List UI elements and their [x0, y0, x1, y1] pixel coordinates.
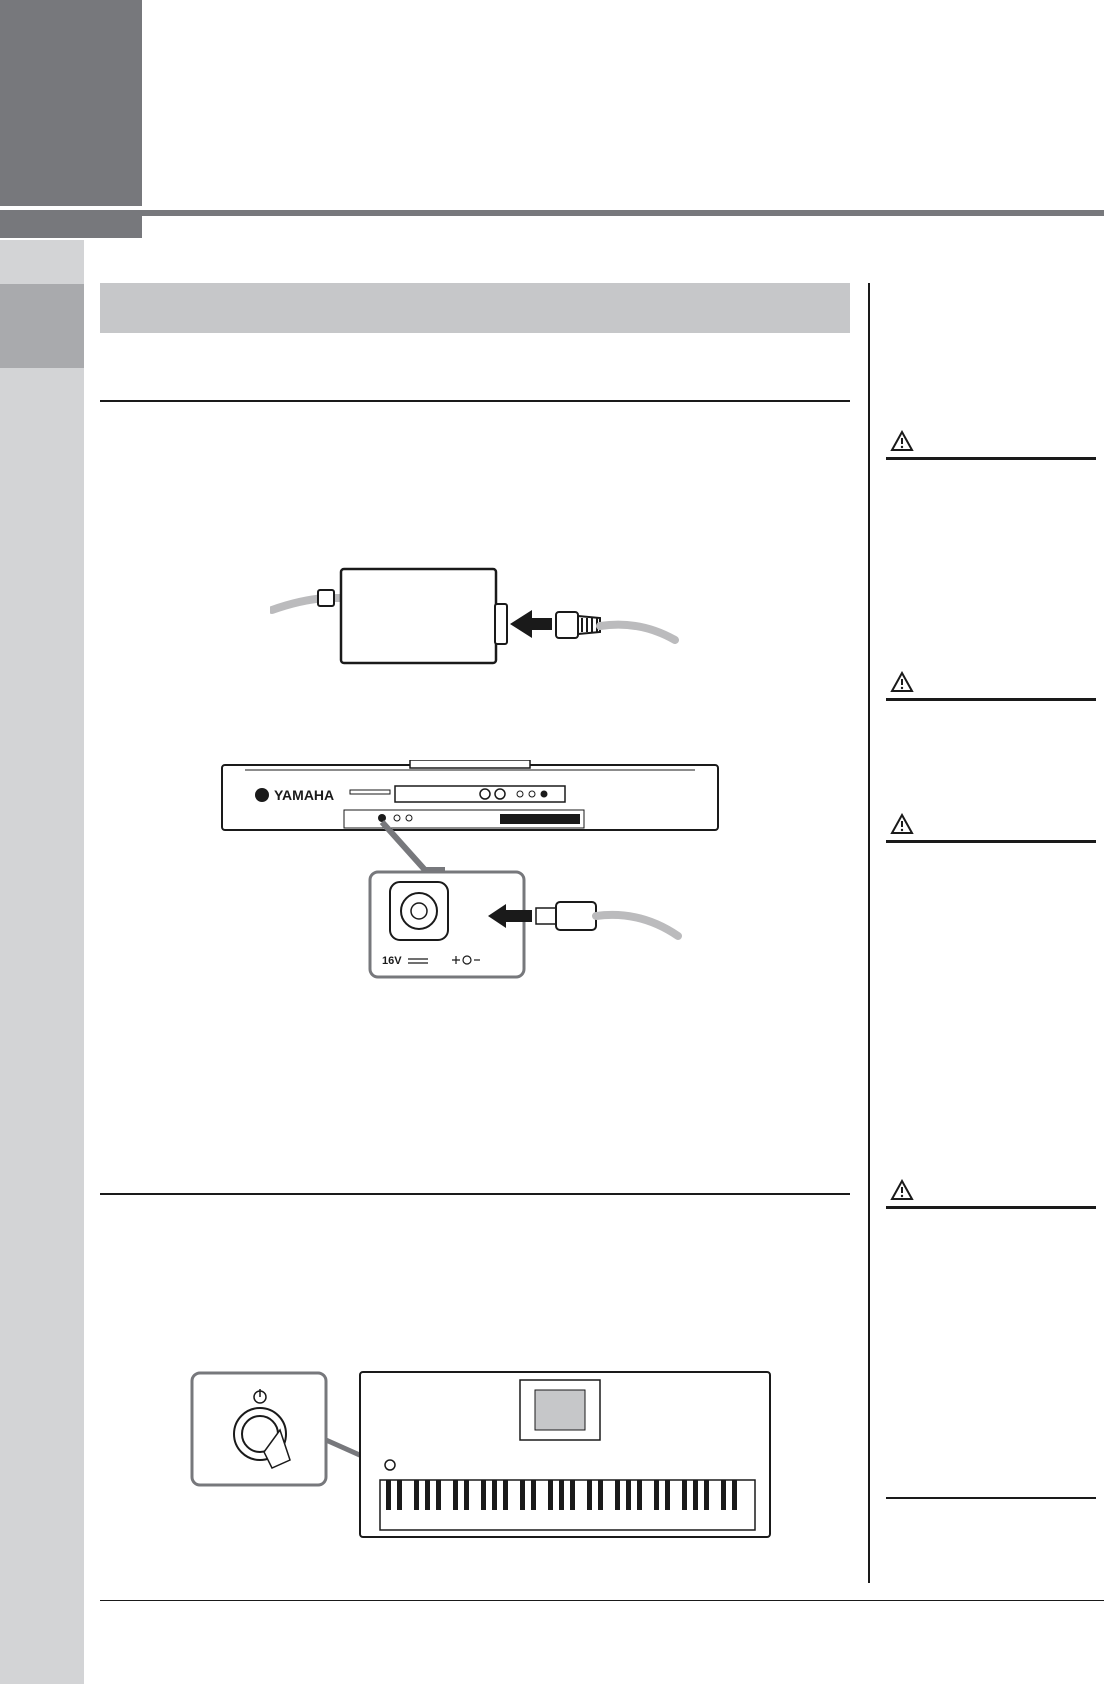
warning-triangle-icon: [890, 430, 914, 452]
subsection-rule-2: [100, 1193, 850, 1195]
caution-note-1: [886, 430, 1096, 462]
warning-triangle-icon: [890, 813, 914, 835]
warning-triangle-icon: [890, 671, 914, 693]
side-index-tab: [0, 284, 84, 368]
column-divider: [868, 283, 870, 1583]
ac-adaptor-figure: [270, 560, 690, 670]
section-title-bar: [100, 283, 850, 333]
side-strip: [0, 240, 84, 1684]
caution-note-3: [886, 813, 1096, 845]
caution-note-2: [886, 671, 1096, 703]
dc-in-label: 16V: [382, 955, 402, 967]
warning-triangle-icon: [890, 1179, 914, 1201]
arrow-icon: [510, 610, 552, 638]
chapter-tab-lower: [0, 210, 142, 238]
footer-rule: [100, 1600, 1104, 1601]
keyboard-keys: [386, 1480, 737, 1510]
note-rule: [886, 1497, 1096, 1499]
yamaha-logo: YAMAHA: [274, 787, 335, 803]
header-rule: [142, 210, 1104, 216]
chapter-tab: [0, 0, 142, 206]
power-switch-figure: [190, 1370, 780, 1545]
subsection-rule-1: [100, 400, 850, 402]
rear-panel-figure: [220, 760, 720, 980]
caution-note-4: [886, 1179, 1096, 1211]
